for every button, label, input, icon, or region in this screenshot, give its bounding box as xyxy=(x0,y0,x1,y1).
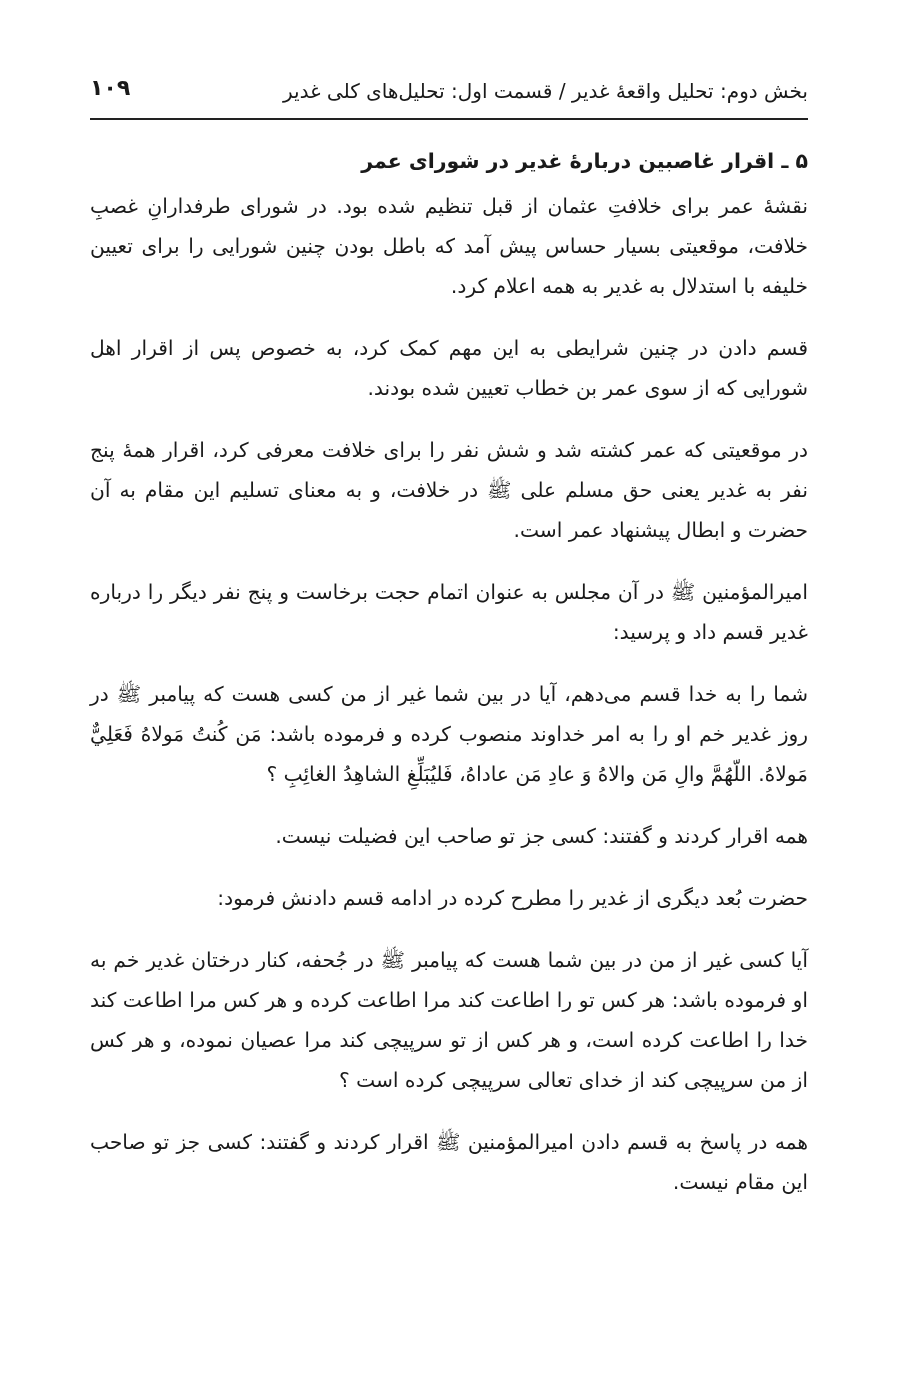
paragraph-2: قسم دادن در چنین شرایطی به این مهم کمک کرد، به خصوص پس از اقرار اهل شورایی که از سوی عمر بن خطاب تعیین شده بودند. xyxy=(90,336,808,400)
paragraph-3: در موقعیتی که عمر کشته شد و شش نفر را برای خلافت معرفی کرد، اقرار همهٔ پنج نفر به غدیر یعنی حق مسلم علی ﷺ در خلافت، و به معنای تسلیم این مقام به آن حضرت و ابطال پیشنهاد عمر است. xyxy=(90,438,808,542)
page-number: ۱۰۹ xyxy=(90,76,131,101)
page-header xyxy=(90,72,808,120)
paragraph-1: نقشهٔ عمر برای خلافتِ عثمان از قبل تنظیم شده بود. در شورای طرفدارانِ غصبِ خلافت، موقعیتی بسیار حساس پیش آمد که باطل بودن چنین شورایی را برای تعیین خلیفه با استدلال به غدیر به همه اعلام کرد. xyxy=(90,194,808,298)
paragraph-4: امیرالمؤمنین ﷺ در آن مجلس به عنوان اتمام حجت برخاست و پنج نفر دیگر را درباره غدیر قسم داد و پرسید: xyxy=(90,580,808,644)
quoted-oath-juhfa: آیا کسی غیر از من در بین شما هست که پیامبر ﷺ در جُحفه، کنار درختان غدیر خم به او فرموده باشد: هر کس تو را اطاعت کند مرا اطاعت کرده و هر کس مرا اطاعت کند خدا را اطاعت کرده است، و هر کس از تو سرپیچی کند مرا عصیان نموده، و هر کس از من سرپیچی کند از خدای تعالی سرپیچی کرده است ؟ xyxy=(90,948,808,1092)
page-body xyxy=(90,146,808,1224)
section-heading: ۵ ـ اقرار غاصبین دربارهٔ غدیر در شورای عمر xyxy=(361,149,808,173)
quoted-oath-ghadir-hadith: شما را به خدا قسم می‌دهم، آیا در بین شما غیر از من کسی هست که پیامبر ﷺ در روز غدیر خم او را به امر خداوند منصوب کرده و فرموده باشد: مَن کُنتُ مَولاهُ فَعَلِيٌّ مَولاهُ. اللّهُمَّ والِ مَن والاهُ وَ عادِ مَن عاداهُ، فَلیُبَلِّغِ الشاهِدُ الغائِبِ ؟ xyxy=(90,682,808,786)
paragraph-transition: حضرت بُعد دیگری از غدیر را مطرح کرده در ادامه قسم دادنش فرمود: xyxy=(217,886,808,910)
running-title: بخش دوم: تحلیل واقعهٔ غدیر / قسمت اول: تحلیل‌های کلی غدیر xyxy=(283,79,808,103)
paragraph-confession-1: همه اقرار کردند و گفتند: کسی جز تو صاحب این فضیلت نیست. xyxy=(275,824,808,848)
paragraph-confession-2: همه در پاسخ به قسم دادن امیرالمؤمنین ﷺ اقرار کردند و گفتند: کسی جز تو صاحب این مقام نیست. xyxy=(90,1130,808,1194)
